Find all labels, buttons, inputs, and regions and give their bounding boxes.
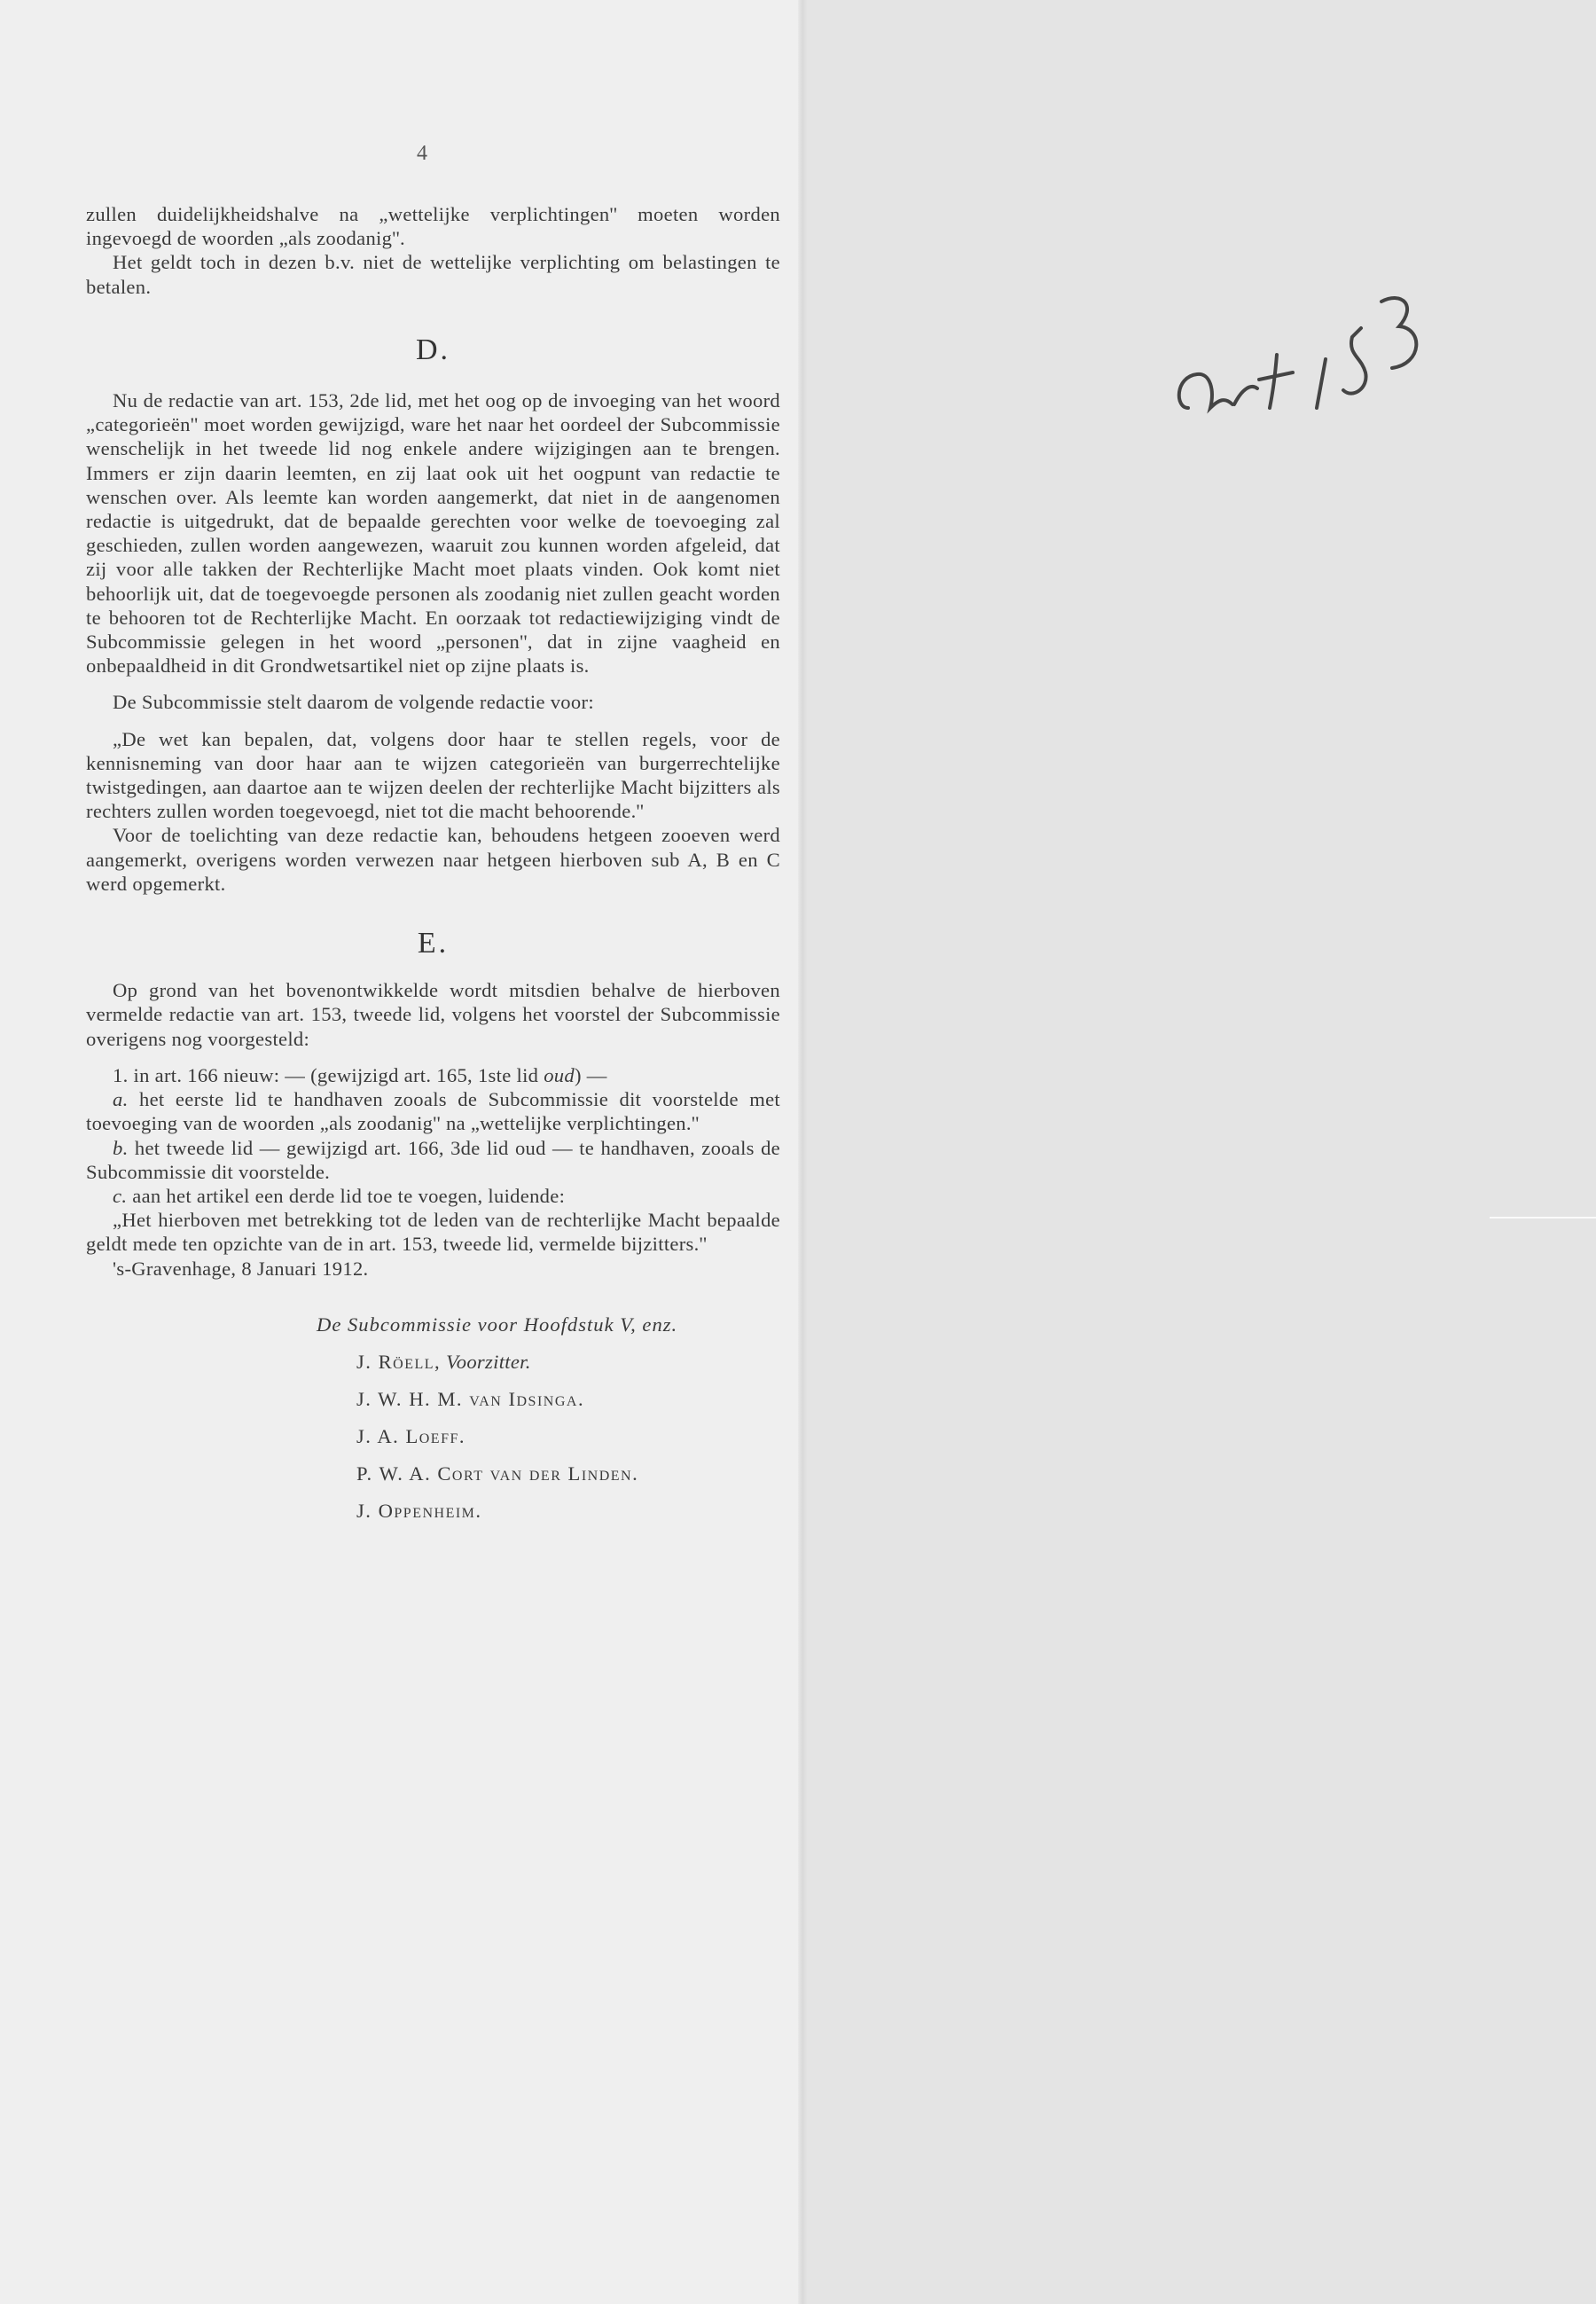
item-b-text: het tweede lid — gewijzigd art. 166, 3de lid oud — te handhaven, zooals de Subcommissie dit voorstelde. <box>86 1136 780 1183</box>
signatory-name: J. Röell, <box>356 1350 442 1373</box>
item-b-label: b. <box>113 1136 129 1159</box>
section-e-heading: E. <box>417 927 450 960</box>
section-e-item-1 <box>86 1063 780 1087</box>
margin-mark <box>1490 1217 1596 1219</box>
section-e-paragraph-1: Op grond van het bovenontwikkelde wordt mitsdien behalve de hierboven vermelde redactie van art. 153, tweede lid, volgens het voorstel der Subcommissie overigens nog voorgesteld: <box>86 979 780 1050</box>
document-body <box>86 202 780 1530</box>
item-a-label: a. <box>113 1088 129 1111</box>
committee-title: De Subcommissie voor Hoofdstuk V, enz. <box>317 1313 678 1336</box>
item-1-oud: oud <box>544 1063 575 1086</box>
intro-paragraph-1: zullen duidelijkheidshalve na „wettelijke verplichtingen'' moeten worden ingevoegd de woorden „als zoodanig''. <box>86 203 780 250</box>
item-c-label: c. <box>113 1184 128 1207</box>
section-d-quote: „De wet kan bepalen, dat, volgens door haar te stellen regels, voor de kennisneming van door haar aan te wijzen categorieën van burgerrechtelijke twistgedingen, aan daartoe aan te wijzen deelen der rechterlijke Macht bijzitters als rechters zullen worden toegevoegd, niet tot die macht behoorende.'' <box>86 727 780 823</box>
signatory <box>356 1344 780 1381</box>
section-e-item-a <box>86 1087 780 1135</box>
section-d-paragraph-1: Nu de redactie van art. 153, 2de lid, met het oog op de invoeging van het woord „categorieën'' moet worden gewijzigd, ware het naar het oordeel der Subcommissie wenschelijk in het tweede lid nog enkele andere wijzigingen aan te brengen. Immers er zijn daarin leemten, en zij laat ook uit het oogpunt van redactie te wenschen over. Als leemte kan worden aangemerkt, dat niet in de aangenomen redactie is uitgedrukt, dat de bepaalde gerechten voor welke de toevoeging zal geschieden, zullen worden aangewezen, waaruit zou kunnen worden afgeleid, dat zij voor alle takken der Rechterlijke Macht moet plaats vinden. Ook komt niet behoorlijk uit, dat de toegevoegde personen als zoodanig niet zullen geacht worden te behooren tot de Rechterlijke Macht. En oorzaak tot redactiewijziging vindt de Subcommissie gelegen in het woord „personen'', dat in zijne vaagheid en onbepaaldheid in dit Grondwetsartikel niet op zijne plaats is. <box>86 389 780 678</box>
place-date: 's-Gravenhage, 8 Januari 1912. <box>113 1257 369 1280</box>
signatory-role: Voorzitter. <box>446 1350 531 1373</box>
item-1-text: 1. in art. 166 nieuw: — (gewijzigd art. 165, 1ste lid <box>113 1063 544 1086</box>
item-c-text: aan het artikel een derde lid toe te voegen, luidende: <box>132 1184 566 1207</box>
section-e-item-c-quote: „Het hierboven met betrekking tot de leden van de rechterlijke Macht bepaalde geldt mede ten opzichte van de in art. 153, tweede lid, vermelde bijzitters.'' <box>86 1209 780 1256</box>
section-d-paragraph-3: Voor de toelichting van deze redactie kan, behoudens hetgeen zooeven werd aangemerkt, overigens worden verwezen naar hetgeen hierboven sub A, B en C werd opgemerkt. <box>86 824 780 895</box>
item-1-end: ) — <box>575 1063 607 1086</box>
signatory: J. W. H. M. van Idsinga. <box>356 1387 585 1410</box>
section-d-paragraph-2: De Subcommissie stelt daarom de volgende redactie voor: <box>113 691 594 714</box>
signatory-list <box>86 1344 780 1530</box>
page-fold <box>798 0 807 2304</box>
item-a-text: het eerste lid te handhaven zooals de Subcommissie dit voorstelde met toevoeging van de woorden „als zoodanig'' na „wettelijke verplichtingen.'' <box>86 1088 780 1135</box>
section-e-item-b <box>86 1136 780 1184</box>
section-e-item-c <box>86 1184 780 1208</box>
signatory: P. W. A. Cort van der Linden. <box>356 1462 639 1485</box>
section-d-heading: D. <box>415 333 451 366</box>
page-number: 4 <box>417 142 427 165</box>
signatory: J. Oppenheim. <box>356 1499 482 1522</box>
signatory: J. A. Loeff. <box>356 1424 466 1447</box>
intro-paragraph-2: Het geldt toch in dezen b.v. niet de wettelijke verplichting om belastingen te betalen. <box>86 251 780 298</box>
handwritten-note-icon <box>1170 275 1436 435</box>
